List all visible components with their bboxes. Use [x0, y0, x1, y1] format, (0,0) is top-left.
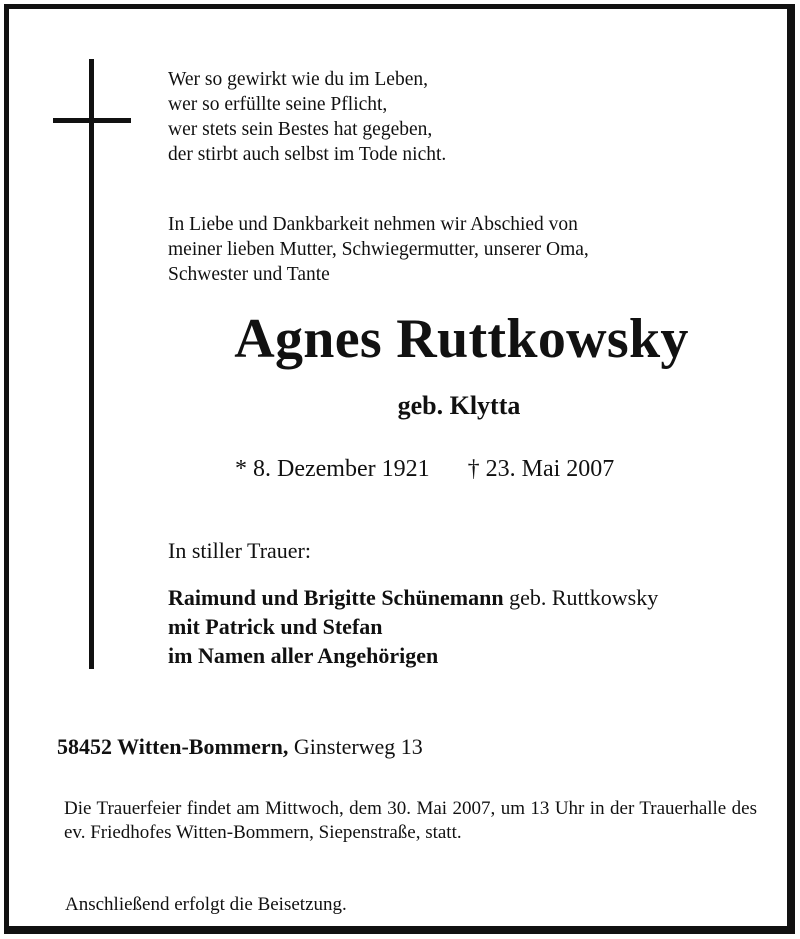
burial-text: Anschließend erfolgt die Beisetzung.	[65, 894, 347, 915]
deceased-name: Agnes Ruttkowsky	[234, 308, 689, 370]
family-line: im Namen aller Angehörigen	[168, 643, 439, 668]
obituary-frame	[4, 4, 795, 934]
poem-line: wer so erfüllte seine Pflicht,	[168, 94, 388, 115]
mourning-label: In stiller Trauer:	[168, 538, 311, 563]
poem-line: wer stets sein Bestes hat gegeben,	[168, 119, 433, 140]
intro-line: meiner lieben Mutter, Schwiegermutter, unserer Oma,	[168, 239, 589, 260]
cross-icon-horizontal	[53, 118, 131, 123]
family-list	[168, 583, 658, 670]
poem-line: der stirbt auch selbst im Tode nicht.	[168, 144, 447, 165]
family-names: Raimund und Brigitte Schünemann	[168, 585, 504, 610]
address	[57, 733, 423, 761]
family-maiden-name: geb. Ruttkowsky	[503, 585, 659, 610]
maiden-name: geb. Klytta	[397, 391, 521, 420]
poem	[168, 67, 446, 167]
address-street: Ginsterweg 13	[288, 734, 423, 759]
intro-text	[168, 212, 589, 287]
intro-line: Schwester und Tante	[168, 264, 330, 285]
family-line: mit Patrick und Stefan	[168, 614, 383, 639]
family-line	[168, 583, 658, 612]
death-date: † 23. Mai 2007	[467, 456, 615, 482]
address-city: 58452 Witten-Bommern,	[57, 734, 289, 759]
poem-line: Wer so gewirkt wie du im Leben,	[168, 69, 428, 90]
life-dates	[235, 454, 614, 484]
intro-line: In Liebe und Dankbarkeit nehmen wir Abschied von	[168, 214, 578, 235]
ceremony-text: Die Trauerfeier findet am Mittwoch, dem 30. Mai 2007, um 13 Uhr in der Trauerhalle des ev. Friedhofes Witten-Bommern, Siepenstraße, statt.	[64, 798, 757, 843]
birth-date: * 8. Dezember 1921	[235, 456, 430, 482]
